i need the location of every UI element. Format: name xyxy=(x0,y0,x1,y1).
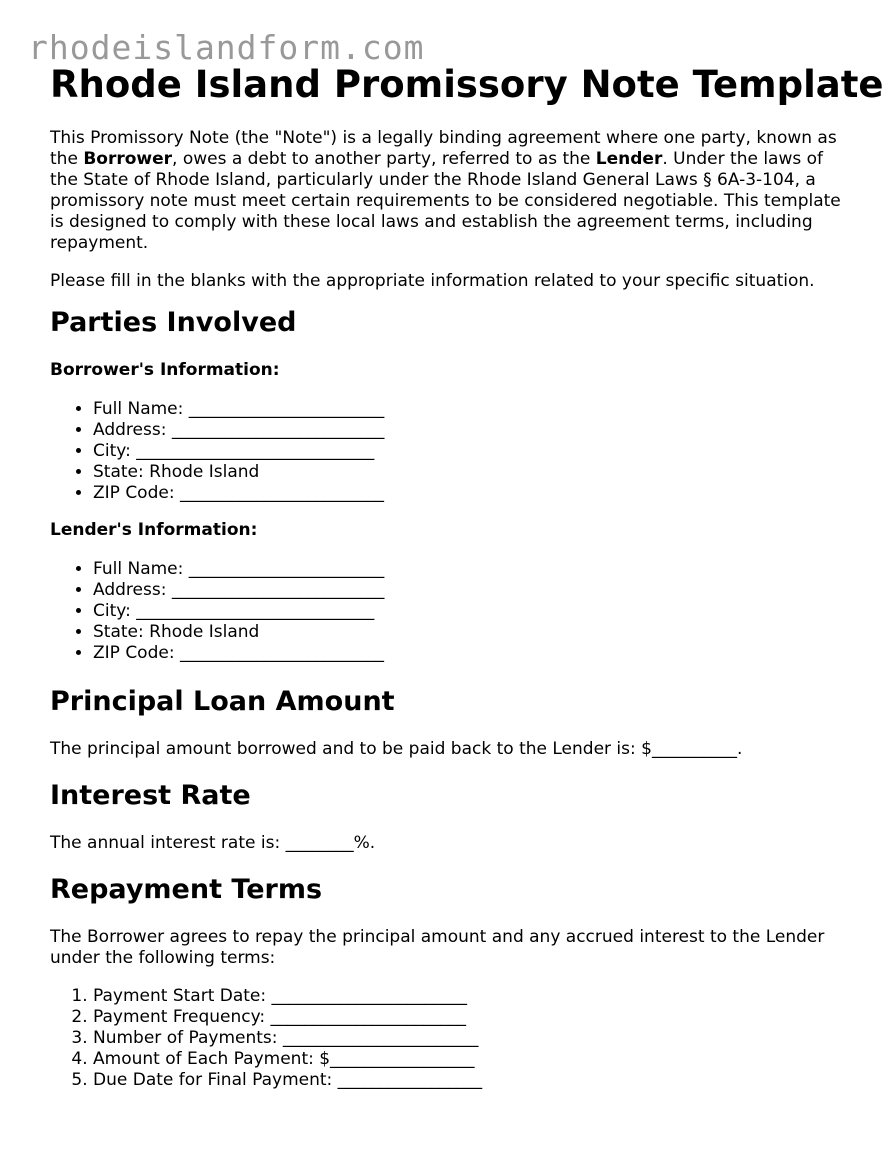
lender-city-field: • City: ____________________________ xyxy=(93,601,850,622)
parties-heading: Parties Involved xyxy=(50,307,297,338)
borrower-info-list xyxy=(50,399,850,504)
intro-text-1: This Promissory Note (the "Note") is a legally binding agreement where one party, known as the xyxy=(50,128,837,169)
borrower-city-field: • City: ____________________________ xyxy=(93,441,850,462)
repayment-terms-list xyxy=(50,986,850,1091)
principal-heading: Principal Loan Amount xyxy=(50,686,395,717)
intro-text-3: . Under the laws of the State of Rhode Island, particularly under the Rhode Island General Laws § 6A-3-104, a promissory note must meet certain requirements to be considered negotiable. This template is designed to comply with these local laws and establish the agreement terms, including repayment. xyxy=(50,149,841,253)
fill-instructions: Please fill in the blanks with the appropriate information related to your specific situation. xyxy=(50,271,815,291)
final-due-date-field: 5. Due Date for Final Payment: _________________ xyxy=(93,1070,850,1091)
lender-full-name-field: • Full Name: _______________________ xyxy=(93,559,850,580)
principal-text: The principal amount borrowed and to be paid back to the Lender is: $__________. xyxy=(50,739,743,759)
payment-amount-field: 4. Amount of Each Payment: $_________________ xyxy=(93,1049,850,1070)
borrower-info-heading: Borrower's Information: xyxy=(50,360,280,380)
borrower-full-name-field: • Full Name: _______________________ xyxy=(93,399,850,420)
interest-text: The annual interest rate is: ________%. xyxy=(50,833,376,853)
site-watermark: rhodeislandform.com xyxy=(28,28,425,67)
borrower-zip-field: • ZIP Code: ________________________ xyxy=(93,483,850,504)
payment-frequency-field: 2. Payment Frequency: _______________________ xyxy=(93,1007,850,1028)
lender-zip-field: • ZIP Code: ________________________ xyxy=(93,643,850,664)
page-title: Rhode Island Promissory Note Template xyxy=(50,63,884,106)
interest-heading: Interest Rate xyxy=(50,780,251,811)
repayment-text: The Borrower agrees to repay the principal amount and any accrued interest to the Lender under the following terms: xyxy=(50,927,825,968)
intro-text-2: , owes a debt to another party, referred to as the xyxy=(172,149,596,169)
intro-borrower-term: Borrower xyxy=(83,149,173,169)
lender-address-field: • Address: _________________________ xyxy=(93,580,850,601)
lender-info-list xyxy=(50,559,850,664)
intro-paragraph xyxy=(50,128,850,254)
lender-state-field: • State: Rhode Island xyxy=(93,622,850,643)
number-of-payments-field: 3. Number of Payments: _______________________ xyxy=(93,1028,850,1049)
repayment-heading: Repayment Terms xyxy=(50,874,323,905)
document-body xyxy=(50,60,884,1091)
payment-start-date-field: 1. Payment Start Date: _______________________ xyxy=(93,986,850,1007)
lender-info-heading: Lender's Information: xyxy=(50,520,258,540)
intro-lender-term: Lender xyxy=(595,149,663,169)
borrower-state-field: • State: Rhode Island xyxy=(93,462,850,483)
borrower-address-field: • Address: _________________________ xyxy=(93,420,850,441)
